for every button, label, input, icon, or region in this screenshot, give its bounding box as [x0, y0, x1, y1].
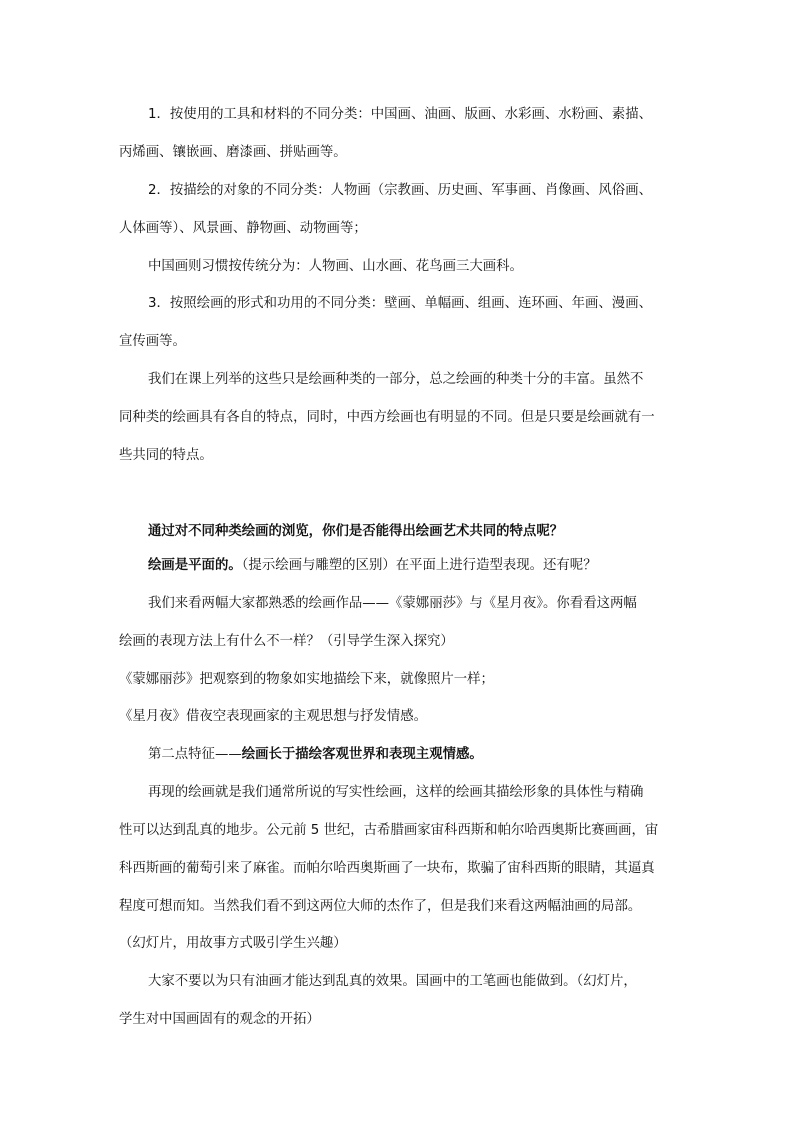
classification-1-line-1: 1．按使用的工具和材料的不同分类：中国画、油画、版画、水彩画、水粉画、素描、	[148, 107, 652, 122]
summary-line-2: 同种类的绘画具有各自的特点，同时，中西方绘画也有明显的不同。但是只要是绘画就有一	[119, 410, 655, 425]
starry-night-note: 《星月夜》借夜空表现画家的主观思想与抒发情感。	[119, 709, 427, 724]
realism-line-3: 科西斯画的葡萄引来了麻雀。而帕尔哈西奥斯画了一块布，欺骗了宙科西斯的眼睛，其逼真	[119, 861, 655, 876]
classification-3-line-1: 3．按照绘画的形式和功用的不同分类：壁画、单幅画、组画、连环画、年画、漫画、	[148, 296, 652, 311]
flat-feature-line	[148, 556, 597, 576]
summary-line-1: 我们在课上列举的这些只是绘画种类的一部分，总之绘画的种类十分的丰富。虽然不	[148, 372, 644, 387]
classification-2-line-1: 2．按描绘的对象的不同分类：人物画（宗教画、历史画、军事画、肖像画、风俗画、	[148, 183, 652, 198]
chinese-painting-note: 中国画则习惯按传统分为：人物画、山水画、花鸟画三大画科。	[148, 259, 523, 274]
second-feature-prefix: 第二点特征——	[148, 747, 242, 762]
question-heading: 通过对不同种类绘画的浏览，你们是否能得出绘画艺术共同的特点呢？	[148, 524, 564, 539]
flat-feature-bold: 绘画是平面的。	[148, 558, 242, 573]
realism-line-5: （幻灯片，用故事方式吸引学生兴趣）	[119, 936, 347, 951]
second-feature-bold: 绘画长于描绘客观世界和表现主观情感。	[241, 747, 483, 762]
classification-2-line-2: 人体画等）、风景画、静物画、动物画等；	[119, 221, 367, 236]
gongbi-line-2: 学生对中国画固有的观念的开拓）	[119, 1012, 320, 1027]
flat-feature-rest: （提示绘画与雕塑的区别）在平面上进行造型表现。还有呢？	[241, 558, 597, 573]
classification-3-line-2: 宣传画等。	[119, 334, 186, 349]
second-feature-line	[148, 745, 483, 765]
realism-line-4: 程度可想而知。当然我们看不到这两位大师的杰作了，但是我们来看这两幅油画的局部。	[119, 899, 642, 914]
compare-line-2: 绘画的表现方法上有什么不一样？（引导学生深入探究）	[119, 634, 454, 649]
gongbi-line-1: 大家不要以为只有油画才能达到乱真的效果。国画中的工笔画也能做到。（幻灯片，	[148, 974, 637, 989]
realism-line-2: 性可以达到乱真的地步。公元前 5 世纪，古希腊画家宙科西斯和帕尔哈西奥斯比赛画画，宙	[119, 823, 659, 838]
realism-line-1: 再现的绘画就是我们通常所说的写实性绘画，这样的绘画其描绘形象的具体性与精确	[148, 785, 644, 800]
mona-lisa-note: 《蒙娜丽莎》把观察到的物象如实地描绘下来，就像照片一样；	[119, 672, 494, 687]
summary-line-3: 些共同的特点。	[119, 448, 213, 463]
classification-1-line-2: 丙烯画、镶嵌画、磨漆画、拼贴画等。	[119, 145, 347, 160]
compare-line-1: 我们来看两幅大家都熟悉的绘画作品——《蒙娜丽莎》与《星月夜》。你看看这两幅	[148, 596, 637, 611]
